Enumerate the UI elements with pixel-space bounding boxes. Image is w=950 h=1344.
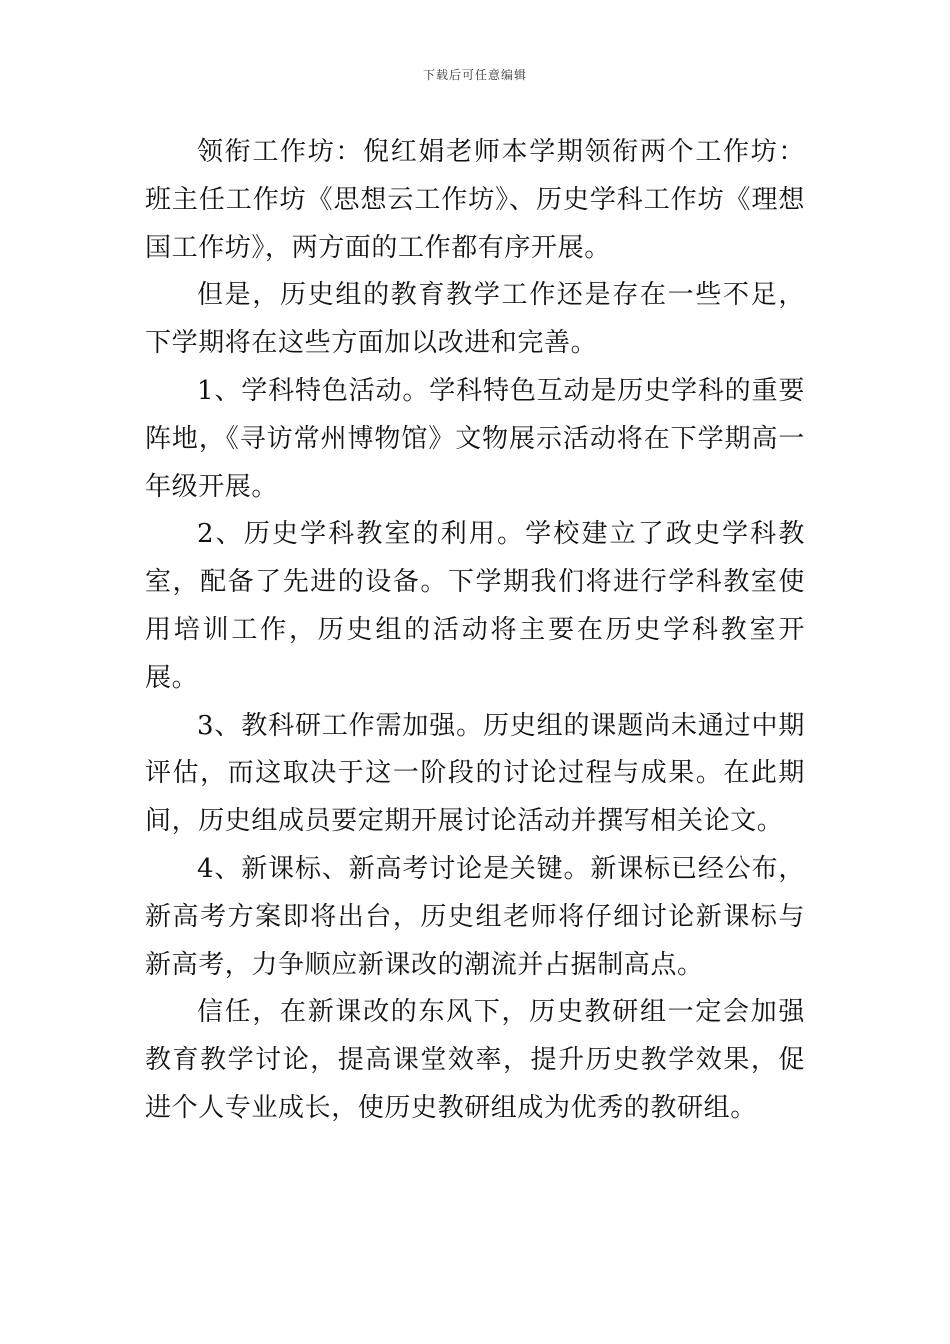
paragraph-item-3: 3、教科研工作需加强。历史组的课题尚未通过中期评估，而这取决于这一阶段的讨论过程与成果。在此期间，历史组成员要定期开展讨论活动并撰写相关论文。 bbox=[145, 710, 805, 837]
paragraph-conclusion: 信任，在新课改的东风下，历史教研组一定会加强教育教学讨论，提高课堂效率，提升历史教学效果，促进个人专业成长，使历史教研组成为优秀的教研组。 bbox=[145, 997, 805, 1123]
paragraph-shortcomings: 但是，历史组的教育教学工作还是存在一些不足，下学期将在这些方面加以改进和完善。 bbox=[145, 280, 805, 359]
header-note: 下载后可任意编辑 bbox=[422, 68, 527, 82]
paragraph-item-1: 1、学科特色活动。学科特色互动是历史学科的重要阵地，《寻访常州博物馆》文物展示活动将在下学期高一年级开展。 bbox=[145, 375, 805, 502]
paragraph-workshop: 领衔工作坊：倪红娟老师本学期领衔两个工作坊：班主任工作坊《思想云工作坊》、历史学科工作坊《理想国工作坊》，两方面的工作都有序开展。 bbox=[145, 137, 805, 263]
document-body bbox=[145, 129, 805, 1133]
paragraph-item-2: 2、历史学科教室的利用。学校建立了政史学科教室，配备了先进的设备。下学期我们将进行学科教室使用培训工作，历史组的活动将主要在历史学科教室开展。 bbox=[145, 519, 805, 693]
paragraph-item-4: 4、新课标、新高考讨论是关键。新课标已经公布，新高考方案即将出台，历史组老师将仔细讨论新课标与新高考，力争顺应新课改的潮流并占据制高点。 bbox=[145, 853, 805, 980]
